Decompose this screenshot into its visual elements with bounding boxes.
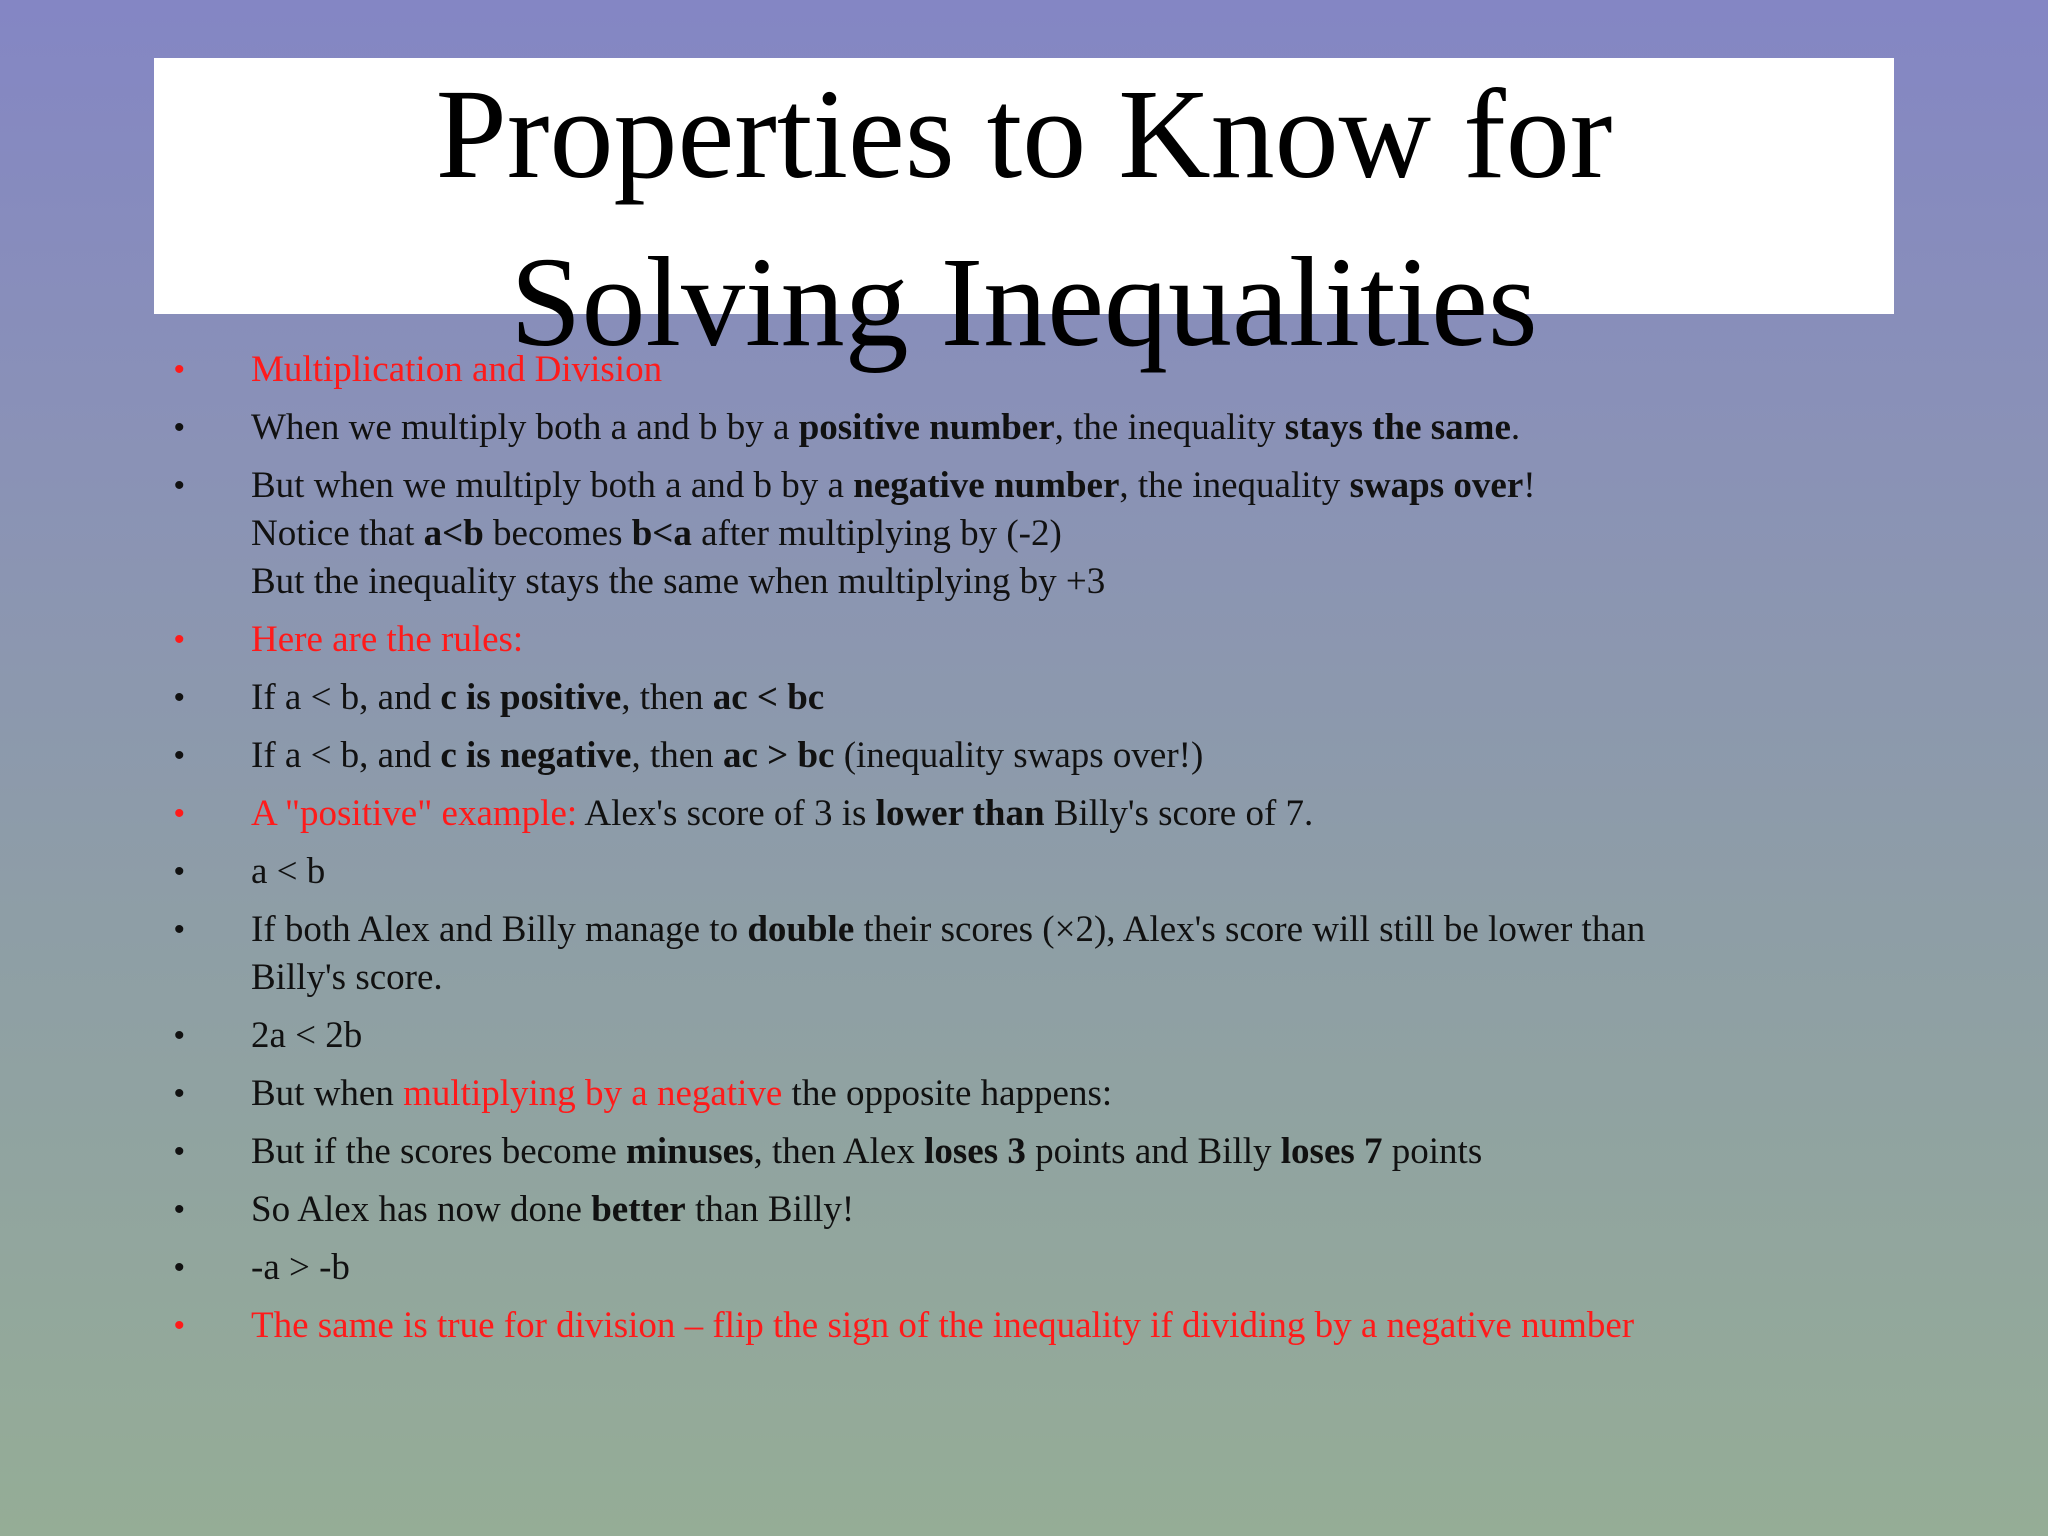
bullet-rules-heading: • Here are the rules: — [0, 616, 2048, 664]
line-2: Notice that a<b becomes b<a after multiplying by (-2) — [251, 513, 1062, 554]
bullet-dot: • — [174, 1309, 185, 1342]
bullet-a-less-b: • a < b — [0, 848, 2048, 896]
bullet-positive-example: • A "positive" example: Alex's score of 3 is lower than Billy's score of 7. — [0, 790, 2048, 838]
bullet-neg-a-greater-neg-b: • -a > -b — [0, 1244, 2048, 1292]
line-1: But when we multiply both a and b by a negative number, the inequality swaps over! — [251, 465, 1536, 506]
bullet-dot: • — [174, 411, 185, 444]
bullet-multiplying-negative: • But when multiplying by a negative the opposite happens: — [0, 1070, 2048, 1118]
bullet-dot: • — [174, 353, 185, 386]
bullet-rule-negative: • If a < b, and c is negative, then ac > bc (inequality swaps over!) — [0, 732, 2048, 780]
line-1: If both Alex and Billy manage to double their scores (×2), Alex's score will still be lower than — [251, 909, 1646, 950]
bullet-dot: • — [174, 797, 185, 830]
bullet-multiplication-division: • Multiplication and Division — [0, 346, 2048, 394]
title-line-1: Properties to Know for — [435, 63, 1613, 205]
bullet-rule-positive: • If a < b, and c is positive, then ac < bc — [0, 674, 2048, 722]
bullet-dot: • — [174, 681, 185, 714]
bullet-dot: • — [174, 623, 185, 656]
bullet-division-rule: • The same is true for division – flip the sign of the inequality if dividing by a negative number — [0, 1302, 2048, 1350]
bullet-dot: • — [174, 855, 185, 888]
bullet-dot: • — [174, 469, 185, 502]
bullet-dot: • — [174, 913, 185, 946]
line-3: But the inequality stays the same when multiplying by +3 — [251, 561, 1106, 602]
line-2: Billy's score. — [251, 957, 443, 998]
bullet-dot: • — [174, 1077, 185, 1110]
bullet-2a-less-2b: • 2a < 2b — [0, 1012, 2048, 1060]
bullet-alex-better: • So Alex has now done better than Billy! — [0, 1186, 2048, 1234]
bullet-dot: • — [174, 739, 185, 772]
bullet-dot: • — [174, 1019, 185, 1052]
bullet-positive-number: • When we multiply both a and b by a positive number, the inequality stays the same. — [0, 404, 2048, 452]
title-line-2: Solving Inequalities — [510, 231, 1538, 373]
bullet-dot: • — [174, 1193, 185, 1226]
slide-title — [154, 50, 1894, 386]
bullet-dot: • — [174, 1251, 185, 1284]
bullet-negative-number — [0, 462, 2048, 606]
bullet-list — [0, 346, 2048, 1360]
bullet-scores-minuses: • But if the scores become minuses, then Alex loses 3 points and Billy loses 7 points — [0, 1128, 2048, 1176]
bullet-double-scores — [0, 906, 2048, 1002]
bullet-dot: • — [174, 1135, 185, 1168]
